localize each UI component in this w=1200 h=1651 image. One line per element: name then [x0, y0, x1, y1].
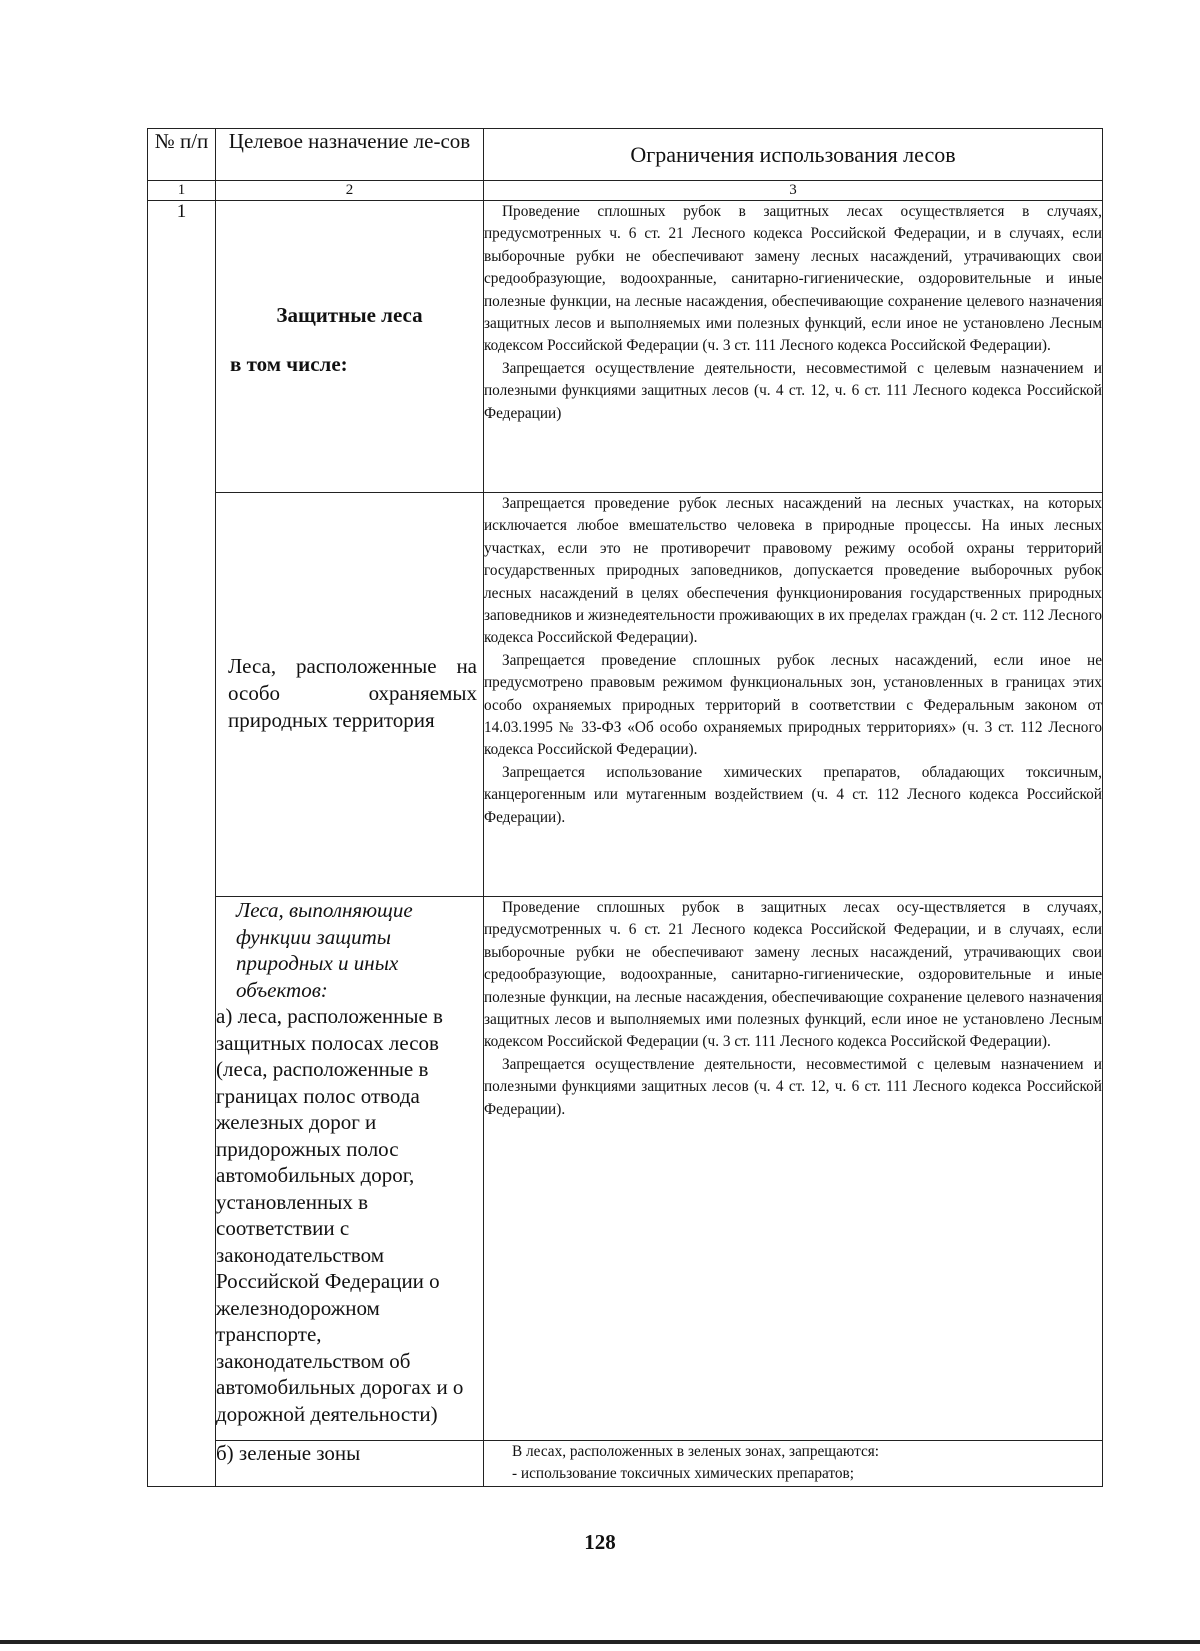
row-number: 1 [148, 201, 216, 1487]
purpose-cell: б) зеленые зоны [216, 1441, 484, 1487]
table-row [148, 897, 1103, 1441]
restrictions-cell [484, 1441, 1103, 1487]
header-purpose: Целевое назначение ле-сов [216, 129, 484, 181]
restriction-paragraph: В лесах, расположенных в зеленых зонах, запрещаются: [512, 1443, 880, 1460]
purpose-cell [216, 493, 484, 897]
purpose-category: Леса, выполняющие функции защиты природных и иных объектов: [236, 898, 413, 1002]
purpose-item: а) леса, расположенные в защитных полосах лесов (леса, расположенные в границах полос отвода железных дорог и придорожных полос автомобильных дорог, установленных в соответствии с законодательством Российской Федерации о железнодорожном транспорте, законодательством об автомобильных дорогах и о дорожной деятельности) [216, 1004, 464, 1426]
restriction-paragraph: Запрещается осуществление деятельности, несовместимой с целевым назначением и полезными функциями защитных лесов (ч. 4 ст. 12, ч. 6 ст. 111 Лесного кодекса Российской Федерации). [484, 1055, 1102, 1118]
table-row [148, 1441, 1103, 1487]
bottom-rule [0, 1640, 1200, 1644]
column-index-3: 3 [484, 181, 1103, 201]
restriction-paragraph: - использование токсичных химических препаратов; [512, 1465, 855, 1483]
column-index-2: 2 [216, 181, 484, 201]
table-row [148, 201, 1103, 493]
forest-restrictions-table [147, 128, 1103, 1487]
header-restrictions: Ограничения использования лесов [484, 129, 1103, 181]
purpose-text: Леса, расположенные на особо охраняемых природных территория [228, 654, 477, 732]
purpose-cell [216, 201, 484, 493]
page-number: 128 [584, 1530, 616, 1554]
restrictions-cell [484, 201, 1103, 493]
restriction-paragraph: Запрещается осуществление деятельности, несовместимой с целевым назначением и полезными функциями защитных лесов (ч. 4 ст. 12, ч. 6 ст. 111 Лесного кодекса Российской Федерации) [484, 359, 1102, 422]
table-header-row [148, 129, 1103, 181]
purpose-cell [216, 897, 484, 1441]
table-row [148, 493, 1103, 897]
restrictions-cell [484, 493, 1103, 897]
column-index-row [148, 181, 1103, 201]
header-num: № п/п [148, 129, 216, 181]
purpose-title: Защитные леса [276, 303, 423, 327]
restriction-paragraph: Проведение сплошных рубок в защитных лесах осу-ществляется в случаях, предусмотренных ч. 6 ст. 21 Лесного кодекса Российской Федерации, и в случаях, если выборочные рубки не обеспечивают замену лесных насаждений, утрачивающих свои средообразующие, водоохранные, санитарно-гигиенические, оздоровительные и иные полезные функции, на лесные насаждения, обеспечивающие сохранение целевого назначения защитных лесов и выполняемых ими полезных функций, если иное не установлено Лесным кодексом Российской Федерации (ч. 3 ст. 111 Лесного кодекса Российской Федерации). [484, 899, 1102, 1051]
restriction-paragraph: Запрещается использование химических препаратов, обладающих токсичным, канцерогенным или мутагенным воздействием (ч. 4 ст. 112 Лесного кодекса Российской Федерации). [484, 763, 1102, 826]
restrictions-cell [484, 897, 1103, 1441]
restriction-paragraph: Запрещается проведение сплошных рубок лесных насаждений, если иное не предусмотрено правовым режимом функциональных зон, установленных в границах этих особо охраняемых природных территорий в соответствии с Федеральным законом от 14.03.1995 № 33-ФЗ «Об особо охраняемых природных территориях» (ч. 3 ст. 112 Лесного кодекса Российской Федерации). [484, 651, 1102, 759]
column-index-1: 1 [148, 181, 216, 201]
restriction-paragraph: Проведение сплошных рубок в защитных лесах осуществляется в случаях, предусмотренных ч. 6 ст. 21 Лесного кодекса Российской Федерации, и в случаях, если выборочные рубки не обеспечивают замену лесных насаждений, утрачивающих свои средообразующие, водоохранные, санитарно-гигиенические, оздоровительные и иные полезные функции, на лесные насаждения, обеспечивающие сохранение целевого назначения защитных лесов и выполняемых ими полезных функций, если иное не установлено Лесным кодексом Российской Федерации (ч. 3 ст. 111 Лесного кодекса Российской Федерации). [484, 203, 1102, 355]
restriction-paragraph: Запрещается проведение рубок лесных насаждений на лесных участках, на которых исключается любое вмешательство человека в природные процессы. На иных лесных участках, если это не противоречит правовому режиму особой охраны территорий государственных природных заповедников, допускается проведение выборочных рубок лесных насаждений в целях обеспечения функционирования государственных природных заповедников и жизнедеятельности проживающих в их пределах граждан (ч. 2 ст. 112 Лесного кодекса Российской Федерации). [484, 495, 1102, 647]
purpose-subtitle: в том числе: [230, 352, 348, 376]
